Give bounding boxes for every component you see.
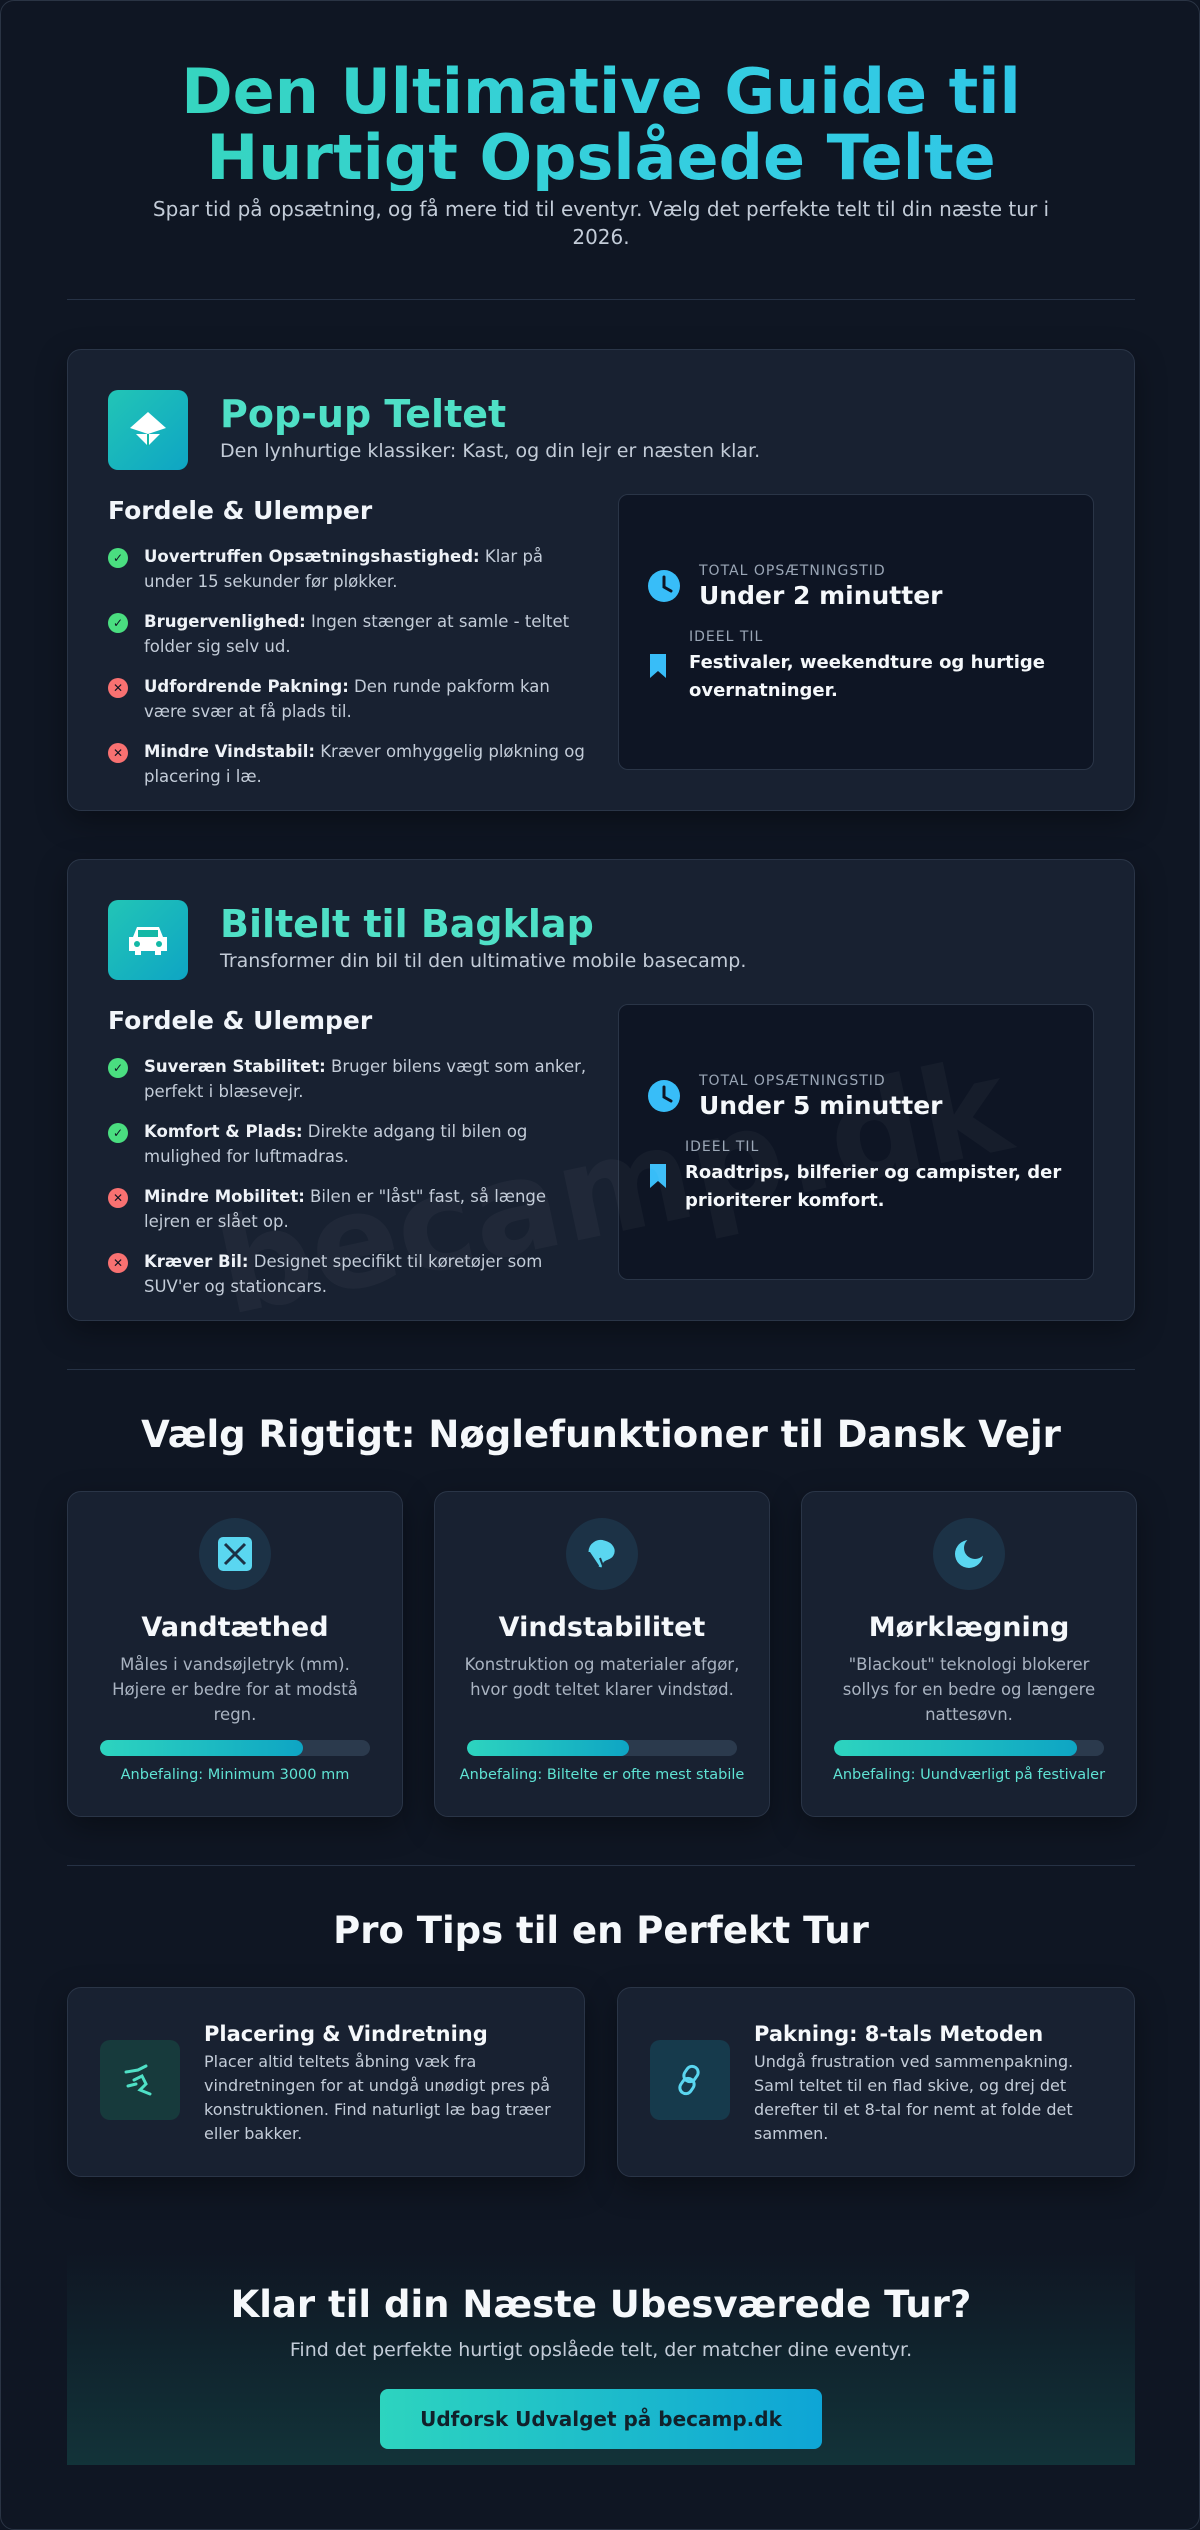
feature-desc: "Blackout" teknologi blokerer sollys for en bedre og længere nattesøvn.: [842, 1655, 1096, 1724]
check-icon: ✓: [108, 613, 128, 633]
tip-title: Pakning: 8-tals Metoden: [754, 2022, 1044, 2046]
page-subtitle: Spar tid på opsætning, og få mere tid til eventyr. Vælg det perfekte telt til din næste tur i 2026.: [152, 197, 1050, 249]
setup-info-box: [618, 494, 1094, 770]
setup-time-label: TOTAL OPSÆTNINGSTID: [699, 563, 886, 579]
tip-card-placement: [67, 1987, 585, 2177]
tent-icon: [108, 390, 188, 470]
tip-title: Placering & Vindretning: [204, 2022, 488, 2046]
feature-level-bar: [467, 1740, 737, 1756]
tent-title: Pop-up Teltet: [220, 392, 507, 436]
ideal-label: IDEEL TIL: [689, 629, 764, 645]
water-drop-icon: [199, 1518, 271, 1590]
car-icon: [108, 900, 188, 980]
tent-tagline: Den lynhurtige klassiker: Kast, og din lejr er næsten klar.: [220, 440, 761, 462]
bookmark-icon: [649, 1163, 667, 1189]
feature-card-waterproof: [67, 1491, 403, 1817]
pro-item: ✓ Komfort & Plads: Direkte adgang til bilen og mulighed for luftmadras.: [108, 1119, 588, 1169]
feature-card-wind: [434, 1491, 770, 1817]
pro-item: ✓ Uovertruffen Opsætningshastighed: Klar på under 15 sekunder før pløkker.: [108, 544, 588, 594]
feature-level-fill: [100, 1740, 303, 1756]
feature-level-fill: [467, 1740, 629, 1756]
pro-item: ✓ Brugervenlighed: Ingen stænger at samle - teltet folder sig selv ud.: [108, 609, 588, 659]
setup-time-value: Under 5 minutter: [699, 1091, 943, 1120]
tips-heading: Pro Tips til en Perfekt Tur: [333, 1909, 869, 1952]
tent-card-popup: [67, 349, 1135, 811]
cta-title: Klar til din Næste Ubesværede Tur?: [230, 2283, 972, 2326]
check-icon: ✓: [108, 1123, 128, 1143]
cross-icon: ✕: [108, 678, 128, 698]
divider: [67, 1369, 1135, 1370]
cross-icon: ✕: [108, 1188, 128, 1208]
con-item: ✕ Kræver Bil: Designet specifikt til køretøjer som SUV'er og stationcars.: [108, 1249, 588, 1299]
check-icon: ✓: [108, 548, 128, 568]
feature-recommendation: Anbefaling: Minimum 3000 mm: [120, 1767, 350, 1783]
con-item: ✕ Mindre Mobilitet: Bilen er "låst" fast, så længe lejren er slået op.: [108, 1184, 588, 1234]
feature-level-bar: [100, 1740, 370, 1756]
pros-cons-heading: Fordele & Ulemper: [108, 496, 373, 525]
con-item: ✕ Mindre Vindstabil: Kræver omhyggelig pløkning og placering i læ.: [108, 739, 588, 789]
ideal-label: IDEEL TIL: [685, 1139, 760, 1155]
tent-card-tailgate: [67, 859, 1135, 1321]
wind-direction-icon: [100, 2040, 180, 2120]
divider: [67, 1865, 1135, 1866]
cross-icon: ✕: [108, 743, 128, 763]
moon-icon: [933, 1518, 1005, 1590]
bookmark-icon: [649, 653, 667, 679]
pros-cons-list: [108, 544, 588, 804]
pros-cons-list: [108, 1054, 588, 1314]
page-title: Den Ultimative Guide til Hurtigt Opslåede Telte: [67, 59, 1135, 191]
feature-recommendation: Anbefaling: Biltelte er ofte mest stabile: [459, 1767, 745, 1783]
feature-desc: Konstruktion og materialer afgør, hvor godt teltet klarer vindstød.: [464, 1655, 740, 1699]
link-icon: [650, 2040, 730, 2120]
setup-time-label: TOTAL OPSÆTNINGSTID: [699, 1073, 886, 1089]
explore-button[interactable]: Udforsk Udvalget på becamp.dk: [380, 2389, 822, 2449]
feature-recommendation: Anbefaling: Uundværligt på festivaler: [832, 1767, 1106, 1783]
tip-text: Placer altid teltets åbning væk fra vindretningen for at undgå unødigt pres på konstruktionen. Find naturligt læ bag træer eller bakker.: [204, 2052, 551, 2143]
ideal-value: Roadtrips, bilferier og campister, der prioriterer komfort.: [685, 1162, 1062, 1211]
con-item: ✕ Udfordrende Pakning: Den runde pakform kan være svær at få plads til.: [108, 674, 588, 724]
feature-card-blackout: [801, 1491, 1137, 1817]
feature-title: Vindstabilitet: [498, 1612, 706, 1643]
tent-title: Biltelt til Bagklap: [220, 902, 594, 946]
feature-level-bar: [834, 1740, 1104, 1756]
check-icon: ✓: [108, 1058, 128, 1078]
clock-icon: [647, 1079, 681, 1113]
ideal-value: Festivaler, weekendture og hurtige overnatninger.: [689, 652, 1045, 701]
pros-cons-heading: Fordele & Ulemper: [108, 1006, 373, 1035]
divider: [67, 299, 1135, 300]
feature-title: Vandtæthed: [141, 1612, 329, 1643]
features-heading: Vælg Rigtigt: Nøglefunktioner til Dansk Vejr: [141, 1413, 1061, 1456]
setup-info-box: [618, 1004, 1094, 1280]
clock-icon: [647, 569, 681, 603]
tent-tagline: Transformer din bil til den ultimative mobile basecamp.: [220, 950, 747, 972]
tip-text: Undgå frustration ved sammenpakning. Saml teltet til en flad skive, og drej det derefter til et 8-tal for nemt at folde det sammen.: [754, 2052, 1074, 2143]
setup-time-value: Under 2 minutter: [699, 581, 943, 610]
feature-level-fill: [834, 1740, 1077, 1756]
cross-icon: ✕: [108, 1253, 128, 1273]
cta-subtitle: Find det perfekte hurtigt opslåede telt, der matcher dine eventyr.: [289, 2339, 913, 2361]
wind-icon: [566, 1518, 638, 1590]
pro-item: ✓ Suveræn Stabilitet: Bruger bilens vægt som anker, perfekt i blæsevejr.: [108, 1054, 588, 1104]
feature-desc: Måles i vandsøjletryk (mm). Højere er bedre for at modstå regn.: [112, 1655, 358, 1724]
feature-title: Mørklægning: [868, 1612, 1070, 1643]
cta-section: [67, 2251, 1135, 2465]
tip-card-packing: [617, 1987, 1135, 2177]
